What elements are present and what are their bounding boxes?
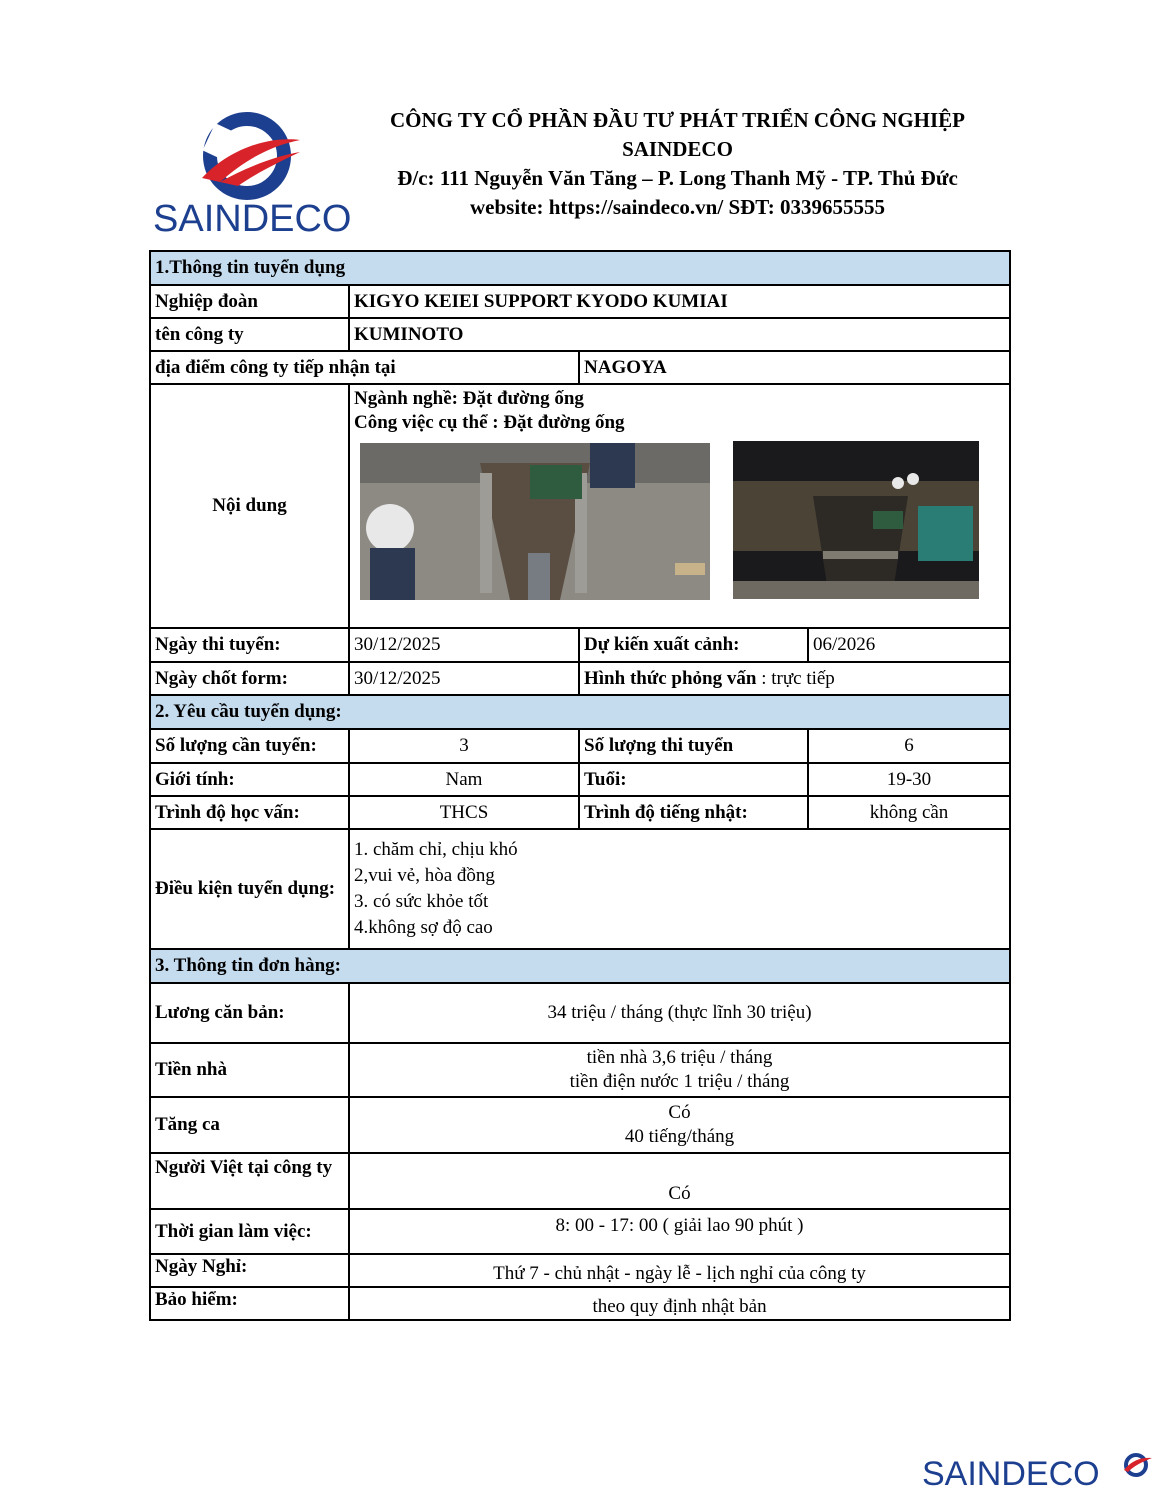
departure-value: 06/2026 bbox=[808, 628, 1010, 662]
location-value: NAGOYA bbox=[579, 351, 1010, 384]
section3-title: 3. Thông tin đơn hàng: bbox=[150, 949, 1010, 983]
overtime-line1: Có bbox=[668, 1102, 691, 1123]
logo-wordmark: SAINDECO bbox=[153, 198, 352, 240]
footer-logo-mark bbox=[1118, 1450, 1154, 1480]
exam-count-value: 6 bbox=[808, 729, 1010, 763]
condition-item: 4.không sợ độ cao bbox=[354, 917, 493, 938]
interview-label: Hình thức phỏng vấn bbox=[584, 667, 757, 689]
holiday-value: Thứ 7 - chủ nhật - ngày lễ - lịch nghỉ của công ty bbox=[349, 1254, 1010, 1287]
form-close-value: 30/12/2025 bbox=[349, 662, 579, 695]
housing-line1: tiền nhà 3,6 triệu / tháng bbox=[586, 1047, 773, 1068]
company-value: KUMINOTO bbox=[349, 318, 1010, 351]
conditions-list bbox=[349, 829, 1010, 949]
pipe-work-photo-night bbox=[733, 441, 979, 599]
insurance-label: Bảo hiểm: bbox=[150, 1287, 349, 1320]
job-line: Công việc cụ thể : Đặt đường ống bbox=[354, 412, 625, 433]
pipe-work-photo-day bbox=[360, 443, 710, 600]
jp-value: không cần bbox=[808, 796, 1010, 829]
salary-label: Lương căn bản: bbox=[150, 983, 349, 1043]
exam-count-label: Số lượng thi tuyển bbox=[579, 729, 808, 763]
need-value: 3 bbox=[349, 729, 579, 763]
conditions-label: Điều kiện tuyển dụng: bbox=[150, 829, 349, 949]
overtime-cell bbox=[349, 1097, 1010, 1153]
age-value: 19-30 bbox=[808, 763, 1010, 796]
exam-date-value: 30/12/2025 bbox=[349, 628, 579, 662]
location-label: địa điểm công ty tiếp nhận tại bbox=[150, 351, 579, 384]
form-close-label: Ngày chốt form: bbox=[150, 662, 349, 695]
housing-cell bbox=[349, 1043, 1010, 1097]
footer-logo-wordmark: SAINDECO bbox=[922, 1455, 1100, 1493]
jp-label: Trình độ tiếng nhật: bbox=[579, 796, 808, 829]
edu-label: Trình độ học vấn: bbox=[150, 796, 349, 829]
recruitment-table bbox=[149, 250, 1011, 1321]
union-value: KIGYO KEIEI SUPPORT KYODO KUMIAI bbox=[349, 285, 1010, 318]
gender-label: Giới tính: bbox=[150, 763, 349, 796]
age-label: Tuổi: bbox=[579, 763, 808, 796]
edu-value: THCS bbox=[349, 796, 579, 829]
interview-cell bbox=[579, 662, 1010, 695]
condition-item: 3. có sức khỏe tốt bbox=[354, 891, 489, 912]
salary-value: 34 triệu / tháng (thực lĩnh 30 triệu) bbox=[349, 983, 1010, 1043]
union-label: Nghiệp đoàn bbox=[150, 285, 349, 318]
housing-label: Tiền nhà bbox=[150, 1043, 349, 1097]
gender-value: Nam bbox=[349, 763, 579, 796]
content-label: Nội dung bbox=[150, 384, 349, 628]
insurance-value: theo quy định nhật bản bbox=[349, 1287, 1010, 1320]
housing-line2: tiền điện nước 1 triệu / tháng bbox=[569, 1071, 790, 1092]
company-address: Đ/c: 111 Nguyễn Văn Tăng – P. Long Thanh Mỹ - TP. Thủ Đức bbox=[397, 166, 958, 190]
hours-value: 8: 00 - 17: 00 ( giải lao 90 phút ) bbox=[349, 1209, 1010, 1254]
exam-date-label: Ngày thi tuyển: bbox=[150, 628, 349, 662]
condition-item: 1. chăm chỉ, chịu khó bbox=[354, 839, 518, 860]
company-name-line1: CÔNG TY CỔ PHẦN ĐẦU TƯ PHÁT TRIỂN CÔNG NGHIỆP bbox=[389, 108, 966, 132]
company-name-line2: SAINDECO bbox=[622, 137, 733, 161]
holiday-label: Ngày Nghỉ: bbox=[150, 1254, 349, 1287]
overtime-label: Tăng ca bbox=[150, 1097, 349, 1153]
company-header bbox=[355, 106, 1000, 222]
overtime-line2: 40 tiếng/tháng bbox=[624, 1126, 735, 1147]
hours-label: Thời gian làm việc: bbox=[150, 1209, 349, 1254]
trade-line: Ngành nghề: Đặt đường ống bbox=[354, 388, 584, 409]
content-cell bbox=[349, 384, 1010, 628]
company-label: tên công ty bbox=[150, 318, 349, 351]
section1-title: 1.Thông tin tuyển dụng bbox=[150, 251, 1010, 285]
company-contact: website: https://saindeco.vn/ SĐT: 0339655555 bbox=[470, 195, 885, 219]
condition-item: 2,vui vẻ, hòa đồng bbox=[354, 865, 495, 886]
interview-value: : trực tiếp bbox=[756, 667, 835, 689]
section2-title: 2. Yêu cầu tuyển dụng: bbox=[150, 695, 1010, 729]
vietnamese-staff-label: Người Việt tại công ty bbox=[150, 1153, 349, 1209]
departure-label: Dự kiến xuất cảnh: bbox=[579, 628, 808, 662]
need-label: Số lượng cần tuyển: bbox=[150, 729, 349, 763]
vietnamese-staff-value: Có bbox=[349, 1153, 1010, 1209]
